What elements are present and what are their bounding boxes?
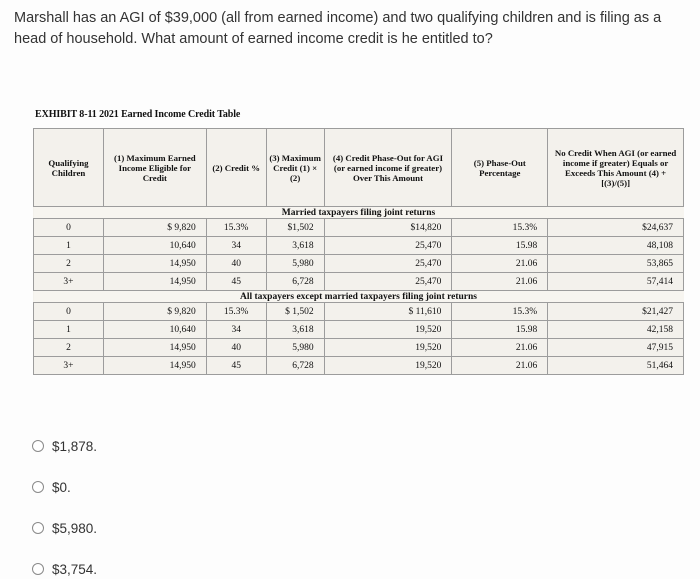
question-text: Marshall has an AGI of $39,000 (all from earned income) and two qualifying children and is filing as a head of household. What amount of earned income credit is he entitled to?	[14, 10, 662, 47]
radio-button[interactable]	[32, 522, 44, 534]
max-credit-cell: $ 1,502	[266, 303, 324, 321]
header-col2: (2) Credit %	[206, 129, 266, 207]
phase-out-start-cell: 25,470	[324, 273, 452, 291]
section-header	[34, 291, 684, 303]
credit-percent-cell: 15.3%	[206, 303, 266, 321]
max-credit-cell: 6,728	[266, 273, 324, 291]
phase-out-start-cell: 25,470	[324, 237, 452, 255]
answer-option-label: $0.	[52, 479, 71, 495]
radio-button[interactable]	[32, 481, 44, 493]
header-col5: (5) Phase-Out Percentage	[452, 129, 548, 207]
no-credit-amount-cell: 47,915	[548, 339, 684, 357]
qualifying-children-cell: 1	[34, 237, 104, 255]
phase-out-start-cell: 25,470	[324, 255, 452, 273]
max-credit-cell: 5,980	[266, 255, 324, 273]
phase-out-start-cell: $14,820	[324, 219, 452, 237]
table-row	[34, 219, 684, 237]
max-earned-income-cell: $ 9,820	[103, 219, 206, 237]
max-earned-income-cell: 14,950	[103, 339, 206, 357]
phase-out-percent-cell: 15.98	[452, 321, 548, 339]
phase-out-percent-cell: 21.06	[452, 273, 548, 291]
section-header	[34, 207, 684, 219]
max-credit-cell: 6,728	[266, 357, 324, 375]
table-row	[34, 303, 684, 321]
no-credit-amount-cell: 48,108	[548, 237, 684, 255]
exhibit-title: EXHIBIT 8-11 2021 Earned Income Credit Table	[35, 109, 241, 120]
table-row	[34, 357, 684, 375]
max-credit-cell: 3,618	[266, 237, 324, 255]
table-row	[34, 321, 684, 339]
credit-percent-cell: 45	[206, 273, 266, 291]
qualifying-children-cell: 3+	[34, 357, 104, 375]
eic-table	[33, 128, 684, 375]
max-credit-cell: 5,980	[266, 339, 324, 357]
qualifying-children-cell: 0	[34, 219, 104, 237]
max-earned-income-cell: 10,640	[103, 321, 206, 339]
answer-option-label: $5,980.	[52, 520, 98, 536]
header-qualifying: Qualifying Children	[34, 129, 104, 207]
phase-out-percent-cell: 21.06	[452, 357, 548, 375]
no-credit-amount-cell: 53,865	[548, 255, 684, 273]
header-col3: (3) Maximum Credit (1) × (2)	[266, 129, 324, 207]
phase-out-start-cell: $ 11,610	[324, 303, 452, 321]
max-credit-cell: 3,618	[266, 321, 324, 339]
credit-percent-cell: 34	[206, 237, 266, 255]
max-earned-income-cell: 14,950	[103, 273, 206, 291]
phase-out-start-cell: 19,520	[324, 321, 452, 339]
no-credit-amount-cell: 42,158	[548, 321, 684, 339]
credit-percent-cell: 34	[206, 321, 266, 339]
phase-out-percent-cell: 15.3%	[452, 219, 548, 237]
answer-option[interactable]	[32, 559, 97, 579]
answer-option-label: $3,754.	[52, 561, 98, 577]
qualifying-children-cell: 3+	[34, 273, 104, 291]
max-earned-income-cell: 14,950	[103, 357, 206, 375]
qualifying-children-cell: 2	[34, 255, 104, 273]
radio-button[interactable]	[32, 563, 44, 575]
header-col6: No Credit When AGI (or earned income if greater) Equals or Exceeds This Amount (4) + [(3)/(5)]	[548, 129, 684, 207]
answer-option[interactable]	[32, 436, 97, 456]
answer-option-label: $1,878.	[52, 438, 98, 454]
phase-out-start-cell: 19,520	[324, 339, 452, 357]
answer-options	[32, 436, 97, 579]
max-earned-income-cell: 10,640	[103, 237, 206, 255]
credit-percent-cell: 45	[206, 357, 266, 375]
credit-percent-cell: 40	[206, 255, 266, 273]
credit-percent-cell: 40	[206, 339, 266, 357]
phase-out-start-cell: 19,520	[324, 357, 452, 375]
max-credit-cell: $1,502	[266, 219, 324, 237]
max-earned-income-cell: $ 9,820	[103, 303, 206, 321]
phase-out-percent-cell: 21.06	[452, 255, 548, 273]
phase-out-percent-cell: 21.06	[452, 339, 548, 357]
qualifying-children-cell: 0	[34, 303, 104, 321]
table-row	[34, 255, 684, 273]
section-label: Married taxpayers filing joint returns	[34, 207, 684, 219]
phase-out-percent-cell: 15.3%	[452, 303, 548, 321]
max-earned-income-cell: 14,950	[103, 255, 206, 273]
table-body	[34, 207, 684, 375]
header-col4: (4) Credit Phase-Out for AGI (or earned income if greater) Over This Amount	[324, 129, 452, 207]
table-row	[34, 339, 684, 357]
no-credit-amount-cell: 57,414	[548, 273, 684, 291]
no-credit-amount-cell: $21,427	[548, 303, 684, 321]
section-label: All taxpayers except married taxpayers filing joint returns	[34, 291, 684, 303]
header-col1: (1) Maximum Earned Income Eligible for Credit	[103, 129, 206, 207]
no-credit-amount-cell: 51,464	[548, 357, 684, 375]
answer-option[interactable]	[32, 477, 97, 497]
phase-out-percent-cell: 15.98	[452, 237, 548, 255]
no-credit-amount-cell: $24,637	[548, 219, 684, 237]
table-row	[34, 273, 684, 291]
table-row	[34, 237, 684, 255]
answer-option[interactable]	[32, 518, 97, 538]
qualifying-children-cell: 1	[34, 321, 104, 339]
radio-button[interactable]	[32, 440, 44, 452]
table-header-row	[34, 129, 684, 207]
credit-percent-cell: 15.3%	[206, 219, 266, 237]
qualifying-children-cell: 2	[34, 339, 104, 357]
